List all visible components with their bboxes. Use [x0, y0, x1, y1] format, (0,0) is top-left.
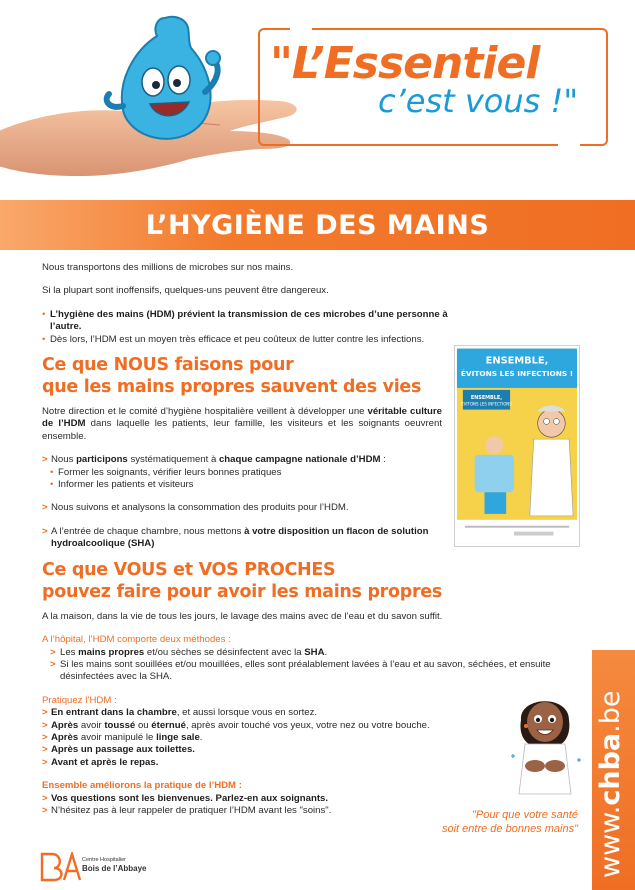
closing-quote: "Pour que votre santé soit entre de bonnes mains" [442, 809, 578, 835]
water-drop-mascot-icon [95, 10, 225, 160]
together-1: > Vos questions sont les bienvenues. Parlez-en aux soignants. [42, 793, 462, 805]
together-label: Ensemble améliorons la pratique de l’HDM : [42, 780, 242, 792]
title-essentiel: "L’Essentiel [270, 38, 540, 89]
intro-bullet-1: • L’hygiène des mains (HDM) prévient la transmission de ces microbes d’une personne à l’autre. [42, 309, 462, 334]
section2-paragraph: A la maison, dans la vie de tous les jours, le lavage des mains avec de l’eau et du savon suffit. [42, 610, 443, 622]
website-link[interactable]: www.chba.be [595, 690, 626, 878]
section1-paragraph: Notre direction et le comité d’hygiène hospitalière veillent à développer une véritable culture de l’HDM dans laquelle les patients, leur famille, les visiteurs et les soignants oeuvrent ensemble. [42, 406, 442, 442]
method-2: > Si les mains sont souillées et/ou mouillées, elles sont préalablement lavées à l’eau et au savon, séchées, et ensuite désinfectées avec la SHA. [42, 659, 582, 684]
campaign-poster [454, 345, 580, 547]
poster-line-1: ENSEMBLE, [485, 355, 549, 367]
section1-heading: Ce que NOUS faisons pour que les mains propres sauvent des vies [42, 355, 422, 398]
section1-arrow-1: > Nous participons systématiquement à chaque campagne nationale d’HDM : [42, 454, 462, 466]
banner-title: L’HYGIÈNE DES MAINS [145, 209, 490, 241]
header [0, 0, 635, 200]
practice-label: Pratiquez l’HDM : [42, 694, 117, 706]
intro-paragraph-2: Si la plupart sont inoffensifs, quelques-uns peuvent être dangereux. [42, 285, 329, 297]
section1-arrow-2: > Nous suivons et analysons la consommation des produits pour l’HDM. [42, 502, 462, 514]
together-2: > N’hésitez pas à leur rappeler de pratiquer l’HDM avant les "soins". [42, 805, 462, 817]
website-sidebar [592, 650, 635, 890]
hospital-methods-label: A l’hôpital, l’HDM comporte deux méthodes : [42, 634, 231, 646]
child-illustration [505, 686, 585, 796]
intro-paragraph-1: Nous transportons des millions de microbes sur nos mains. [42, 262, 294, 273]
section1-sub-bullet-1: • Former les soignants, vérifier leurs bonnes pratiques [42, 467, 462, 479]
practice-4: > Après un passage aux toilettes. [42, 744, 462, 756]
svg-text:ÉVITONS LES INFECTIONS: ÉVITONS LES INFECTIONS [461, 401, 512, 407]
title-cest-vous: c’est vous !" [378, 82, 579, 120]
method-1: > Les mains propres et/ou sèches se désinfectent avec la SHA. [42, 647, 462, 659]
section2-heading: Ce que VOUS et VOS PROCHES pouvez faire pour avoir les mains propres [42, 559, 442, 602]
practice-5: > Avant et après le repas. [42, 757, 462, 769]
intro-bullet-2: • Dès lors, l’HDM est un moyen très efficace et peu coûteux de lutter contre les infections. [42, 334, 462, 346]
practice-3: > Après avoir manipulé le linge sale. [42, 732, 462, 744]
logo-name: Bois de l’Abbaye [82, 864, 147, 873]
svg-text:ENSEMBLE,: ENSEMBLE, [470, 394, 503, 401]
section1-sub-bullet-2: • Informer les patients et visiteurs [42, 479, 462, 491]
banner [0, 200, 635, 250]
section1-arrow-3: > A l’entrée de chaque chambre, nous mettons à votre disposition un flacon de solution hydroalcoolique (SHA) [42, 526, 442, 551]
poster-line-2: ÉVITONS LES INFECTIONS ! [460, 369, 574, 379]
practice-1: > En entrant dans la chambre, et aussi lorsque vous en sortez. [42, 707, 462, 719]
practice-2: > Après avoir toussé ou éternué, après avoir touché vos yeux, votre nez ou votre bouche. [42, 720, 462, 732]
logo-small-text: Centre Hospitalier [82, 857, 127, 863]
